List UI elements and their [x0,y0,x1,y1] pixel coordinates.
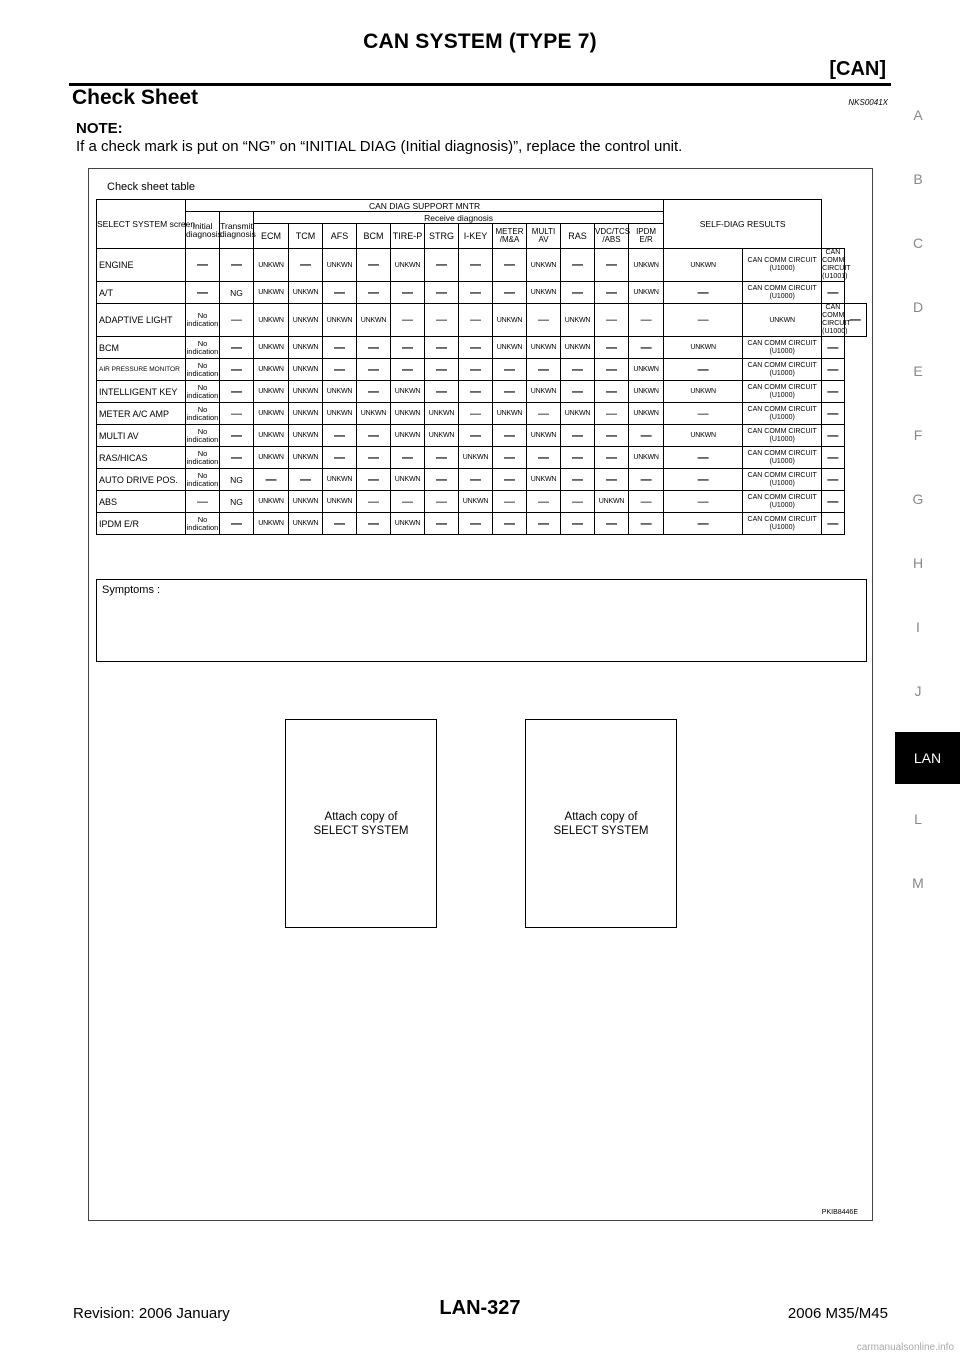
diag-cell: — [561,282,595,304]
diag-cell: UNKWN [254,403,289,425]
receive-column-header: TCM [289,224,323,249]
diag-cell: — [459,249,493,282]
self-diag-result: — [822,403,844,425]
diag-cell: — [459,381,493,403]
diag-cell: — [425,249,459,282]
table-row [97,249,867,282]
self-diag-result: CAN COMM CIRCUIT (U1001) [822,249,851,280]
diag-cell: — [220,403,254,425]
system-name: A/T [97,282,186,304]
diag-cell: — [391,359,425,381]
section-index-letter: M [912,875,924,891]
diag-cell: — [561,491,595,513]
self-diag-results-header: SELF-DIAG RESULTS [664,200,822,249]
self-diag-result: CAN COMM CIRCUIT (U1000) [743,403,822,425]
diag-cell: — [186,249,220,282]
diag-cell: — [391,304,425,337]
diag-cell: UNKWN [595,491,629,513]
self-diag-result: — [822,425,844,447]
diag-cell: — [220,381,254,403]
self-diag-result: CAN COMM CIRCUIT (U1000) [743,359,822,381]
diag-cell: — [561,425,595,447]
diag-cell: — [220,425,254,447]
diag-cell: — [323,337,357,359]
section-index-letter: E [913,363,923,379]
section-index-letter: D [912,299,924,315]
system-name: BCM [97,337,186,359]
diag-cell: — [391,491,425,513]
diag-cell: — [561,447,595,469]
diag-cell: UNKWN [254,381,289,403]
diag-cell: — [527,513,561,535]
diag-cell: UNKWN [664,337,743,359]
receive-column-header: TIRE-P [391,224,425,249]
receive-column-header: RAS [561,224,595,249]
initial-diagnosis-header: Initial diagnosis [186,212,220,249]
diag-cell: UNKWN [254,425,289,447]
diag-cell: UNKWN [391,469,425,491]
self-diag-result: CAN COMM CIRCUIT (U1000) [822,304,851,335]
diag-cell: No indication [186,304,220,337]
diag-cell: — [459,282,493,304]
diag-cell: — [493,282,527,304]
diag-cell: — [527,304,561,337]
table-row [97,469,867,491]
diag-cell: UNKWN [391,513,425,535]
diag-cell: UNKWN [629,381,664,403]
diag-cell: UNKWN [391,403,425,425]
diag-cell: — [357,469,391,491]
table-row [97,337,867,359]
select-system-header: SELECT SYSTEM screen [97,200,186,249]
diag-cell: UNKWN [459,447,493,469]
diag-cell: — [527,447,561,469]
diag-cell: — [425,469,459,491]
diag-cell: — [459,513,493,535]
diag-cell: — [595,249,629,282]
diag-cell: UNKWN [561,403,595,425]
receive-diagnosis-header: Receive diagnosis [254,212,664,224]
check-sheet-heading: Check Sheet [72,86,199,109]
self-diag-result: — [844,304,866,337]
diag-cell: — [391,447,425,469]
receive-column-header: BCM [357,224,391,249]
diag-cell: UNKWN [289,403,323,425]
diag-cell: UNKWN [254,359,289,381]
diag-cell: UNKWN [527,337,561,359]
system-name: RAS/HICAS [97,447,186,469]
diag-cell: — [186,282,220,304]
diag-cell: — [425,304,459,337]
section-index-letter: C [912,235,924,251]
diag-cell: — [323,359,357,381]
table-row [97,491,867,513]
diag-cell: UNKWN [493,304,527,337]
figure-code: PKIB8446E [821,1209,858,1216]
system-name: ABS [97,491,186,513]
diag-cell: UNKWN [254,491,289,513]
diag-cell: — [493,425,527,447]
diag-cell: No indication [186,447,220,469]
transmit-diagnosis-header: Transmit diagnosis [220,212,254,249]
figure-title: Check sheet table [107,181,196,193]
diag-cell: — [459,304,493,337]
diag-cell: — [664,491,743,513]
diag-cell: UNKWN [254,282,289,304]
diag-cell: UNKWN [629,403,664,425]
diag-cell: UNKWN [527,425,561,447]
diag-cell: UNKWN [664,249,743,282]
diag-cell: UNKWN [391,425,425,447]
diag-cell: UNKWN [289,491,323,513]
diag-cell: UNKWN [425,403,459,425]
diag-cell: — [595,359,629,381]
section-index-letter: I [916,619,920,635]
diag-cell: UNKWN [254,447,289,469]
diag-cell: UNKWN [323,381,357,403]
self-diag-result: CAN COMM CIRCUIT (U1000) [743,447,822,469]
diag-cell: UNKWN [289,381,323,403]
diag-cell: UNKWN [629,249,664,282]
self-diag-result: CAN COMM CIRCUIT (U1000) [743,469,822,491]
diag-cell: — [459,425,493,447]
diag-cell: — [323,447,357,469]
self-diag-result: — [822,513,844,535]
diag-cell: No indication [186,337,220,359]
attach-select-system-left: Attach copy of SELECT SYSTEM [285,719,437,928]
diag-cell: — [493,447,527,469]
diag-cell: — [664,282,743,304]
diag-cell: — [595,469,629,491]
system-name: AIR PRESSURE MONITOR [97,359,186,381]
diag-cell: — [595,447,629,469]
diag-cell: UNKWN [493,403,527,425]
diag-cell: — [289,249,323,282]
table-row [97,425,867,447]
self-diag-result: CAN COMM CIRCUIT (U1000) [743,491,822,513]
diag-cell: — [629,337,664,359]
diag-cell: UNKWN [254,337,289,359]
diag-cell: — [493,359,527,381]
diag-cell: — [664,403,743,425]
diag-cell: — [664,513,743,535]
receive-column-header: ECM [254,224,289,249]
section-index-letter: A [913,107,923,123]
diag-cell: — [459,337,493,359]
diag-cell: UNKWN [629,359,664,381]
system-name: IPDM E/R [97,513,186,535]
diag-cell: UNKWN [289,282,323,304]
diag-cell: No indication [186,403,220,425]
diag-cell: — [595,425,629,447]
diag-cell: — [357,337,391,359]
self-diag-result: — [822,337,844,359]
diag-cell: — [220,359,254,381]
diag-cell: — [459,469,493,491]
page-title: CAN SYSTEM (TYPE 7) [363,30,597,53]
diag-cell: — [527,491,561,513]
diag-cell: UNKWN [289,304,323,337]
diag-cell: — [357,513,391,535]
diag-cell: — [254,469,289,491]
diag-cell: — [561,359,595,381]
note-label: NOTE: [76,120,123,137]
diag-cell: UNKWN [743,304,822,337]
model-name: 2006 M35/M45 [787,1305,888,1322]
self-diag-result: CAN COMM CIRCUIT (U1000) [743,249,822,282]
section-index-letter: F [913,427,923,443]
self-diag-result: — [822,282,844,304]
section-index-letter: L [914,811,922,827]
diag-cell: UNKWN [664,425,743,447]
diag-cell: UNKWN [391,381,425,403]
check-sheet-figure [88,168,873,1221]
section-tag: [CAN] [829,58,886,80]
table-row [97,403,867,425]
diag-cell: NG [220,491,254,513]
diag-cell: — [357,359,391,381]
self-diag-result: — [822,381,844,403]
diag-cell: — [459,359,493,381]
diag-cell: — [664,447,743,469]
self-diag-result: CAN COMM CIRCUIT (U1000) [743,381,822,403]
diag-cell: — [595,403,629,425]
receive-column-header: I-KEY [459,224,493,249]
diag-cell: — [629,513,664,535]
diag-cell: — [664,359,743,381]
diag-cell: UNKWN [289,425,323,447]
self-diag-result: — [822,359,844,381]
check-sheet-table [96,199,867,535]
self-diag-result: CAN COMM CIRCUIT (U1000) [743,337,822,359]
system-name: AUTO DRIVE POS. [97,469,186,491]
page-number: LAN-327 [439,1297,521,1319]
diag-cell: — [425,337,459,359]
diag-cell: — [425,381,459,403]
receive-column-header: STRG [425,224,459,249]
diag-cell: — [357,425,391,447]
diag-cell: — [220,304,254,337]
diag-cell: UNKWN [254,249,289,282]
diag-cell: — [629,425,664,447]
diag-cell: UNKWN [289,447,323,469]
system-name: MULTI AV [97,425,186,447]
receive-column-header: AFS [323,224,357,249]
diag-cell: UNKWN [664,381,743,403]
self-diag-result: CAN COMM CIRCUIT (U1000) [743,425,822,447]
diag-cell: — [323,425,357,447]
receive-column-header: METER /M&A [493,224,527,249]
diag-cell: UNKWN [527,282,561,304]
diag-cell: — [595,381,629,403]
diag-cell: — [357,249,391,282]
diag-cell: — [459,403,493,425]
diag-cell: — [357,381,391,403]
diag-cell: No indication [186,469,220,491]
diag-cell: — [391,282,425,304]
diag-cell: — [527,403,561,425]
self-diag-result: — [822,469,844,491]
self-diag-result: — [822,491,844,513]
diag-cell: UNKWN [323,491,357,513]
diag-cell: UNKWN [323,249,357,282]
system-name: ADAPTIVE LIGHT [97,304,186,337]
diag-cell: UNKWN [527,469,561,491]
receive-column-header: MULTI AV [527,224,561,249]
self-diag-result: CAN COMM CIRCUIT (U1000) [743,282,822,304]
diag-cell: — [289,469,323,491]
diag-cell: — [220,447,254,469]
diag-cell: — [561,381,595,403]
diag-cell: — [561,513,595,535]
table-row [97,282,867,304]
section-index-letter: J [914,683,922,699]
self-diag-result: CAN COMM CIRCUIT (U1000) [743,513,822,535]
diag-cell: — [629,304,664,337]
diag-cell: UNKWN [561,304,595,337]
section-index-letter: H [912,555,924,571]
table-row [97,359,867,381]
diag-cell: No indication [186,381,220,403]
diag-cell: No indication [186,513,220,535]
diag-cell: — [493,491,527,513]
section-index-letter: G [912,491,924,507]
diag-cell: UNKWN [289,337,323,359]
diag-cell: — [357,282,391,304]
diag-cell: — [493,249,527,282]
diag-cell: — [561,469,595,491]
diag-cell: — [220,249,254,282]
diag-cell: UNKWN [323,469,357,491]
diag-cell: — [323,513,357,535]
diag-cell: — [595,304,629,337]
diag-cell: — [425,447,459,469]
diag-cell: — [425,491,459,513]
diag-cell: — [391,337,425,359]
symptoms-label: Symptoms : [102,584,161,596]
diag-cell: — [220,513,254,535]
diag-cell: UNKWN [254,513,289,535]
diag-cell: — [561,249,595,282]
note-text: If a check mark is put on “NG” on “INITIAL DIAG (Initial diagnosis)”, replace the control unit. [76,138,683,155]
diag-cell: UNKWN [561,337,595,359]
diag-cell: — [493,381,527,403]
reference-code: NKS0041X [848,98,888,107]
diag-cell: — [220,337,254,359]
diag-cell: UNKWN [357,403,391,425]
table-row [97,513,867,535]
diag-cell: — [425,513,459,535]
diag-cell: — [595,513,629,535]
system-name: ENGINE [97,249,186,282]
system-name: METER A/C AMP [97,403,186,425]
diag-cell: UNKWN [459,491,493,513]
table-row [97,447,867,469]
symptoms-box [96,579,867,662]
diag-cell: — [595,282,629,304]
can-diag-support-header: CAN DIAG SUPPORT MNTR [186,200,664,212]
revision-date: Revision: 2006 January [73,1305,230,1322]
diag-cell: UNKWN [527,381,561,403]
diag-cell: — [629,491,664,513]
diag-cell: UNKWN [629,282,664,304]
diag-cell: — [527,359,561,381]
diag-cell: — [425,282,459,304]
watermark: carmanualsonline.info [856,1342,954,1353]
diag-cell: UNKWN [289,513,323,535]
receive-column-header: IPDM E/R [629,224,664,249]
diag-cell: UNKWN [629,447,664,469]
table-row [97,381,867,403]
diag-cell: — [357,491,391,513]
diag-cell: NG [220,469,254,491]
diag-cell: NG [220,282,254,304]
diag-cell: — [629,469,664,491]
diag-cell: UNKWN [357,304,391,337]
diag-cell: — [493,469,527,491]
diag-cell: No indication [186,359,220,381]
diag-cell: UNKWN [425,425,459,447]
diag-cell: UNKWN [254,304,289,337]
section-index-letter: B [913,171,923,187]
diag-cell: — [493,513,527,535]
diag-cell: UNKWN [527,249,561,282]
diag-cell: — [323,282,357,304]
receive-column-header: VDC/TCS /ABS [595,224,629,249]
diag-cell: — [664,469,743,491]
diag-cell: UNKWN [493,337,527,359]
table-row [97,304,867,337]
section-index-active-tab: LAN [895,732,960,784]
diag-cell: UNKWN [323,304,357,337]
system-name: INTELLIGENT KEY [97,381,186,403]
attach-select-system-right: Attach copy of SELECT SYSTEM [525,719,677,928]
diag-cell: No indication [186,425,220,447]
diag-cell: UNKWN [289,359,323,381]
diag-cell: — [664,304,743,337]
diag-cell: UNKWN [323,403,357,425]
diag-cell: — [357,447,391,469]
self-diag-result: — [822,447,844,469]
diag-cell: — [595,337,629,359]
diag-cell: UNKWN [391,249,425,282]
diag-cell: — [186,491,220,513]
diag-cell: — [425,359,459,381]
